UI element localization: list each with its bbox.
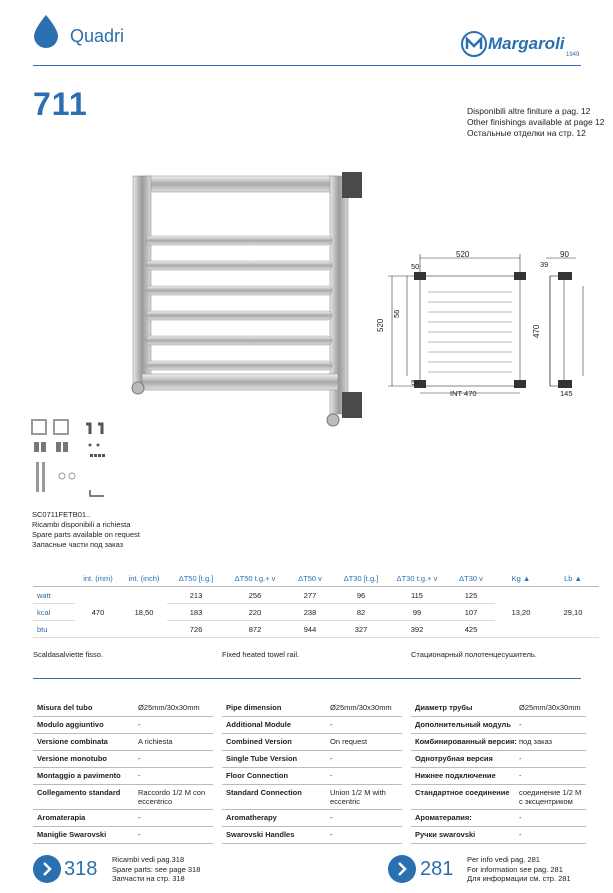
spec-row: [411, 717, 586, 734]
section-divider: [33, 678, 581, 679]
spec-key: Диаметр трубы: [415, 703, 473, 712]
spec-key: Стандартное соединение: [415, 788, 510, 797]
technical-table: [33, 570, 599, 638]
table-row: watt 470 18,50 213 256 277 96 115 125 13,20 29,10: [33, 587, 599, 604]
spec-row: [222, 768, 402, 785]
spare-note-en: Spare parts available on request: [32, 530, 140, 539]
specs-en: [222, 700, 402, 844]
int-inch-value: 18,50: [121, 587, 167, 638]
spare-parts-ref: Ricambi vedi pag.318 Spare parts: see page 318 Запчасти на стр. 318: [112, 855, 201, 883]
weight-icon: ▲: [574, 573, 582, 583]
spec-value: A richiesta: [138, 737, 173, 746]
dim-height-right: 470: [532, 324, 541, 338]
spec-row: [411, 768, 586, 785]
spec-row: [33, 785, 213, 810]
header-divider: [33, 65, 581, 66]
note-it: Scaldasalviette fisso.: [33, 650, 104, 659]
spec-row: [222, 734, 402, 751]
info-ref: Per info vedi pag. 281 For information see pag. 281 Для информации см. стр. 281: [467, 855, 571, 883]
dim-depth: 90: [560, 250, 569, 259]
page-number-318: 318: [64, 858, 98, 880]
col-int-mm: int. (mm): [75, 570, 121, 587]
spec-value: -: [330, 813, 333, 822]
spare-code: SC0711FETB01..: [32, 510, 91, 519]
spec-key: Montaggio a pavimento: [37, 771, 121, 780]
spec-value: -: [519, 754, 522, 763]
spec-key: Versione monotubo: [37, 754, 108, 763]
note-en: Fixed heated towel rail.: [222, 650, 300, 659]
kg-value: 13,20: [495, 587, 547, 638]
spec-row: [222, 751, 402, 768]
specs-it: [33, 700, 213, 844]
spec-value: -: [138, 720, 141, 729]
spec-value: -: [138, 754, 141, 763]
int-mm-value: 470: [75, 587, 121, 638]
spec-value: -: [519, 771, 522, 780]
spec-value: On request: [330, 737, 368, 746]
chevron-right-icon: [33, 855, 61, 883]
spec-value: -: [330, 830, 333, 839]
finish-note-it: Disponibili altre finiture a pag. 12: [467, 106, 591, 116]
dim-width: 520: [456, 250, 470, 259]
col-dt50-tg: ΔT50 [t.g.]: [167, 570, 225, 587]
dim-top-offset: 50: [411, 262, 420, 271]
spec-key: Swarovski Handles: [226, 830, 295, 839]
margaroli-logo-icon: [460, 30, 488, 58]
spec-row: [411, 734, 586, 751]
col-int-inch: int. (inch): [121, 570, 167, 587]
spec-value: Ø25mm/30x30mm: [330, 703, 392, 712]
col-dt30-v: ΔT30 v: [447, 570, 495, 587]
dim-int: INT 470: [450, 389, 477, 398]
spec-value: -: [519, 830, 522, 839]
spec-key: Pipe dimension: [226, 703, 282, 712]
finish-note-en: Other finishings available at page 12: [467, 117, 605, 127]
spare-parts-image: [28, 418, 118, 508]
spec-row: [411, 700, 586, 717]
spec-value: -: [519, 720, 522, 729]
spec-value: -: [138, 830, 141, 839]
spec-key: Floor Connection: [226, 771, 289, 780]
spec-row: [33, 810, 213, 827]
spec-value: Ø25mm/30x30mm: [138, 703, 200, 712]
spec-key: Однотрубная версия: [415, 754, 493, 763]
spec-value: Ø25mm/30x30mm: [519, 703, 581, 712]
spec-key: Collegamento standard: [37, 788, 121, 797]
spec-key: Standard Connection: [226, 788, 302, 797]
col-dt30-tg: ΔT30 [t.g.]: [335, 570, 387, 587]
spec-key: Комбинированный версия:: [415, 737, 517, 746]
spec-row: [33, 827, 213, 844]
spec-row: [33, 717, 213, 734]
spec-value: Raccordo 1/2 M con eccentrico: [138, 788, 206, 806]
towel-rail-product-image: [128, 170, 368, 430]
lb-value: 29,10: [547, 587, 599, 638]
spare-note-it: Ricambi disponibili a richiesta: [32, 520, 131, 529]
spec-key: Ароматерапия:: [415, 813, 472, 822]
table-row: kcal 183 220 238 82 99 107: [33, 604, 599, 621]
spec-value: -: [330, 754, 333, 763]
spec-value: -: [138, 813, 141, 822]
dim-side-gap: 56: [392, 309, 401, 318]
page-link-281[interactable]: [388, 855, 416, 883]
water-drop-icon: [32, 14, 60, 48]
col-lb: Lb ▲: [547, 570, 599, 587]
spec-value: -: [330, 771, 333, 780]
brand-name: Margaroli: [488, 34, 565, 53]
spec-row: [33, 700, 213, 717]
brand-year: 1949: [566, 52, 580, 58]
spec-row: [411, 785, 586, 810]
dim-wall-offset: 39: [540, 260, 549, 269]
spec-row: [222, 700, 402, 717]
spec-key: Versione combinata: [37, 737, 108, 746]
spec-value: -: [519, 813, 522, 822]
spec-value: -: [330, 720, 333, 729]
dim-bottom-offset: 50: [411, 378, 420, 387]
spec-key: Misura del tubo: [37, 703, 93, 712]
spec-row: [222, 785, 402, 810]
spec-key: Single Tube Version: [226, 754, 298, 763]
spec-row: [411, 810, 586, 827]
dimension-drawing: [378, 248, 588, 398]
dim-height-left: 520: [376, 318, 385, 332]
spec-row: [33, 734, 213, 751]
page-number-281: 281: [420, 858, 454, 880]
spec-value: под заказ: [519, 737, 553, 746]
spare-note-ru: Запасные части под заказ: [32, 540, 124, 549]
spec-key: Aromaterapia: [37, 813, 86, 822]
spec-key: Дополнительный модуль: [415, 720, 511, 729]
spec-row: [222, 810, 402, 827]
col-kg: Kg ▲: [495, 570, 547, 587]
model-number: 711: [33, 86, 88, 122]
col-dt30-tgv: ΔT30 t.g.+ v: [387, 570, 447, 587]
table-row: btu 726 872 944 327 392 425: [33, 621, 599, 638]
spec-key: Additional Module: [226, 720, 291, 729]
spec-key: Combined Version: [226, 737, 292, 746]
spec-row: [411, 751, 586, 768]
spec-value: соединение 1/2 M с эксцентриком: [519, 788, 582, 806]
series-name: Quadri: [70, 26, 125, 46]
spec-row: [33, 768, 213, 785]
spec-row: [222, 717, 402, 734]
dim-projection: 145: [560, 389, 573, 398]
spec-row: [33, 751, 213, 768]
spec-key: Maniglie Swarovski: [37, 830, 107, 839]
note-ru: Стационарный полотенцесушитель.: [411, 650, 537, 659]
spec-row: [222, 827, 402, 844]
page-link-318[interactable]: [33, 855, 61, 883]
spec-value: -: [138, 771, 141, 780]
spec-value: Union 1/2 M with eccentric: [330, 788, 386, 806]
spec-key: Modulo aggiuntivo: [37, 720, 104, 729]
spec-key: Ручки swarovski: [415, 830, 476, 839]
spec-key: Нижнее подключение: [415, 771, 496, 780]
spec-key: Aromatherapy: [226, 813, 277, 822]
col-dt50-v: ΔT50 v: [285, 570, 335, 587]
finish-note-ru: Остальные отделки на стр. 12: [467, 128, 586, 138]
col-dt50-tgv: ΔT50 t.g.+ v: [225, 570, 285, 587]
weight-icon: ▲: [522, 573, 531, 583]
spec-row: [411, 827, 586, 844]
chevron-right-icon: [388, 855, 416, 883]
specs-ru: [411, 700, 586, 844]
